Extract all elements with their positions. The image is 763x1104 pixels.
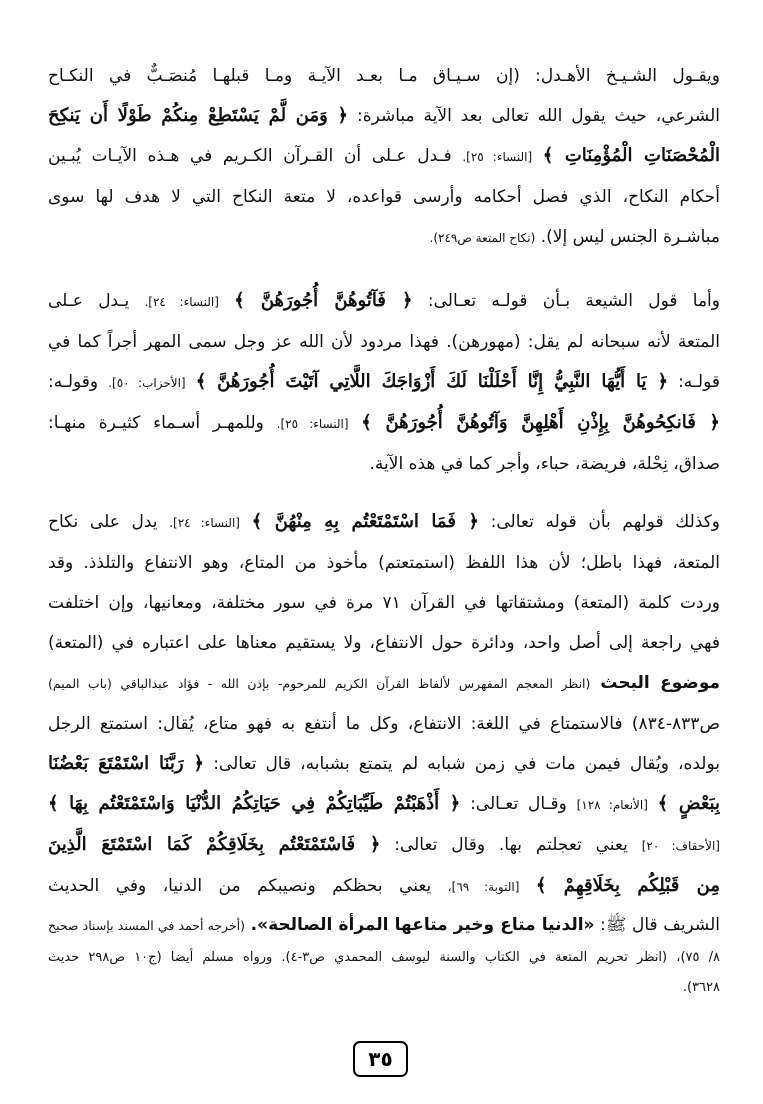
text-line: فهي راجعة إلى أصل واحد، ودائرة حول الانتفاع، ولا يستقيم معناها على اعتباره في (المتعة) (48, 633, 720, 653)
text-line: وردت كلمة (المتعة) ومشتقاتها في القرآن ٧١ مرة في سور مختلفة، ومعانيها، وإن اختلفت (48, 593, 720, 613)
paragraph-3 (48, 502, 720, 995)
citation: (أخرجه أحمد في المسند بإسناد صحيح (48, 918, 246, 933)
text-line (48, 281, 720, 322)
quran-verse: ﴿ أَذْهَبْتُمْ طَيِّبَاتِكُمْ فِي حَيَاتِكُمُ الدُّنْيَا وَاسْتَمْتَعْتُم بِهَا ﴾ (48, 793, 461, 814)
citation: (انظر المعجم المفهرس لألفاظ القرآن الكريم للمرحوم- بإذن الله - فؤاد عبدالباقي (باب الميم) (48, 676, 591, 691)
verse-reference: [الأحزاب: ٥٠]. (108, 376, 186, 390)
body-text: يدل على نكاح (48, 512, 158, 532)
text-line: أحكام النكاح، الذي فصل أحكامه وأرسى قواعده، لا متعة النكاح التي لا هدف لها سوى (48, 187, 720, 207)
body-text: بولده، ويُقال فيمن مات في زمن شبابه لم يتمتع بشبابه، قال تعالى: (213, 754, 720, 774)
text-line (48, 136, 720, 177)
quran-verse: ﴿ فَاسْتَمْتَعْتُم بِخَلَاقِكُمْ كَمَا اسْتَمْتَعَ الَّذِينَ (48, 834, 381, 855)
body-text: مباشـرة الجنس ليس إلا). (540, 227, 720, 247)
quran-verse: ﴿ وَمَن لَّمْ يَسْتَطِعْ مِنكُمْ طَوْلًا أَن يَنكِحَ (48, 105, 349, 126)
quran-verse: ﴿ رَبَّنَا اسْتَمْتَعَ بَعْضُنَا (48, 753, 205, 774)
body-text: وللمهـر أسـماء كثيـرة منهـا: (48, 413, 264, 433)
text-line: ص٨٣٣-٨٣٤) فالاستمتاع في اللغة: الانتفاع، وكل ما أنتفع به فهو متاع، يُقال: استمتع الرجل (48, 714, 720, 734)
verse-reference: [النساء: ٢٤]. (144, 295, 219, 309)
text-line (48, 744, 720, 784)
text-line: ٨/ ٧٥)، (انظر تحريم المتعة في الكتاب والسنة ليوسف المحمدي ص٣-٤). ورواه مسلم أيضا (ج١٠ ص٢٩٨ حديث (48, 950, 720, 965)
body-text: يـدل عـلى (48, 291, 130, 311)
verse-reference: [الأنعام: ١٢٨] (576, 798, 648, 812)
body-text: فـدل عـلى أن القـرآن الكـريم في هـذه الآيـات يُبـين (48, 146, 452, 166)
text-line (48, 403, 720, 444)
text-line: المتعة، فهذا باطل؛ لأن هذا اللفظ (استمتعتم) مأخوذ من المتاع، وهو الانتفاع والتلذذ. وقد (48, 553, 720, 573)
text-line: المتعة لأنه سبحانه لم يقل: (مهورهن). فهذا مردود لأن الله عز وجل سمى المهر أجراً كما في (48, 332, 720, 352)
text-line (48, 217, 720, 258)
verse-reference: [النساء: ٢٥]. (276, 417, 349, 431)
quran-verse: ﴿ فَمَا اسْتَمْتَعْتُم بِهِ مِنْهُنَّ ﴾ (251, 511, 479, 532)
paragraph-1 (48, 56, 720, 247)
verse-reference: [التوبة: ٦٩]، (447, 880, 520, 894)
citation: (نكاح المتعة ص٢٤٩). (429, 231, 536, 245)
quran-verse: الْمُحْصَنَاتِ الْمُؤْمِنَاتِ ﴾ (542, 145, 720, 166)
body-text: يعني تعجلتم بها. وقال تعالى: (394, 835, 628, 855)
body-text: وكذلك قولهم بأن قوله تعالى: (490, 512, 720, 532)
body-text: الشريف قال ﷺ: (600, 915, 720, 935)
quran-verse: ﴿ يَا أَيُّهَا النَّبِيُّ إِنَّا أَحْلَلْنَا لَكَ أَزْوَاجَكَ اللَّاتِي آتَيْتَ أُجُورَهُنَّ ﴾ (195, 371, 669, 392)
body-text: وقولـه: (48, 372, 99, 392)
text-line (48, 663, 720, 704)
paragraph-2 (48, 281, 720, 474)
quran-verse: ﴿ فَآتُوهُنَّ أُجُورَهُنَّ ﴾ (234, 290, 413, 311)
verse-reference: [النساء: ٢٤]. (169, 516, 240, 530)
text-line: صداق، نِحْلة، فريضة، حباء، وأجر كما في هذه الآية. (369, 454, 720, 474)
text-line (48, 362, 720, 403)
text-line (48, 502, 720, 543)
text-line (48, 96, 720, 136)
quran-verse: ﴿ فَانكِحُوهُنَّ بِإِذْنِ أَهْلِهِنَّ وَآتُوهُنَّ أُجُورَهُنَّ ﴾ (361, 412, 720, 433)
hadith-text: «الدنيا متاع وخير متاعها المرأة الصالحة». (250, 915, 595, 935)
text-line (48, 784, 720, 825)
text-line: ٣٦٢٨). (682, 980, 720, 995)
body-text: وأما قول الشيعة بـأن قولـه تعـالى: (427, 291, 720, 311)
verse-reference: [النساء: ٢٥]. (462, 150, 533, 164)
text-line: ويقـول الشـيـخ الأهـدل: (إن سـيـاق مـا بعـد الآيـة ومـا قبلهـا مُنصَـبٌّ في النكـاح (48, 66, 720, 86)
body-text: الشرعي، حيث يقول الله تعالى بعد الآية مباشرة: (356, 106, 720, 126)
verse-reference: [الأحقاف: ٢٠] (641, 839, 720, 853)
page-number: ٣٥ (353, 1041, 408, 1077)
text-line (48, 866, 720, 907)
quran-verse: مِن قَبْلِكُم بِخَلَاقِهِمْ ﴾ (535, 875, 720, 896)
text-line (48, 825, 720, 866)
body-text: قولـه: (678, 372, 720, 392)
body-text: وقـال تعـالى: (470, 794, 567, 814)
text-line (48, 907, 720, 943)
quran-verse: بِبَعْضٍ ﴾ (657, 793, 720, 814)
body-text: يعني بحظكم ونصيبكم من الدنيا، وفي الحديث (48, 876, 432, 896)
body-text: موضوع البحث (600, 673, 720, 693)
